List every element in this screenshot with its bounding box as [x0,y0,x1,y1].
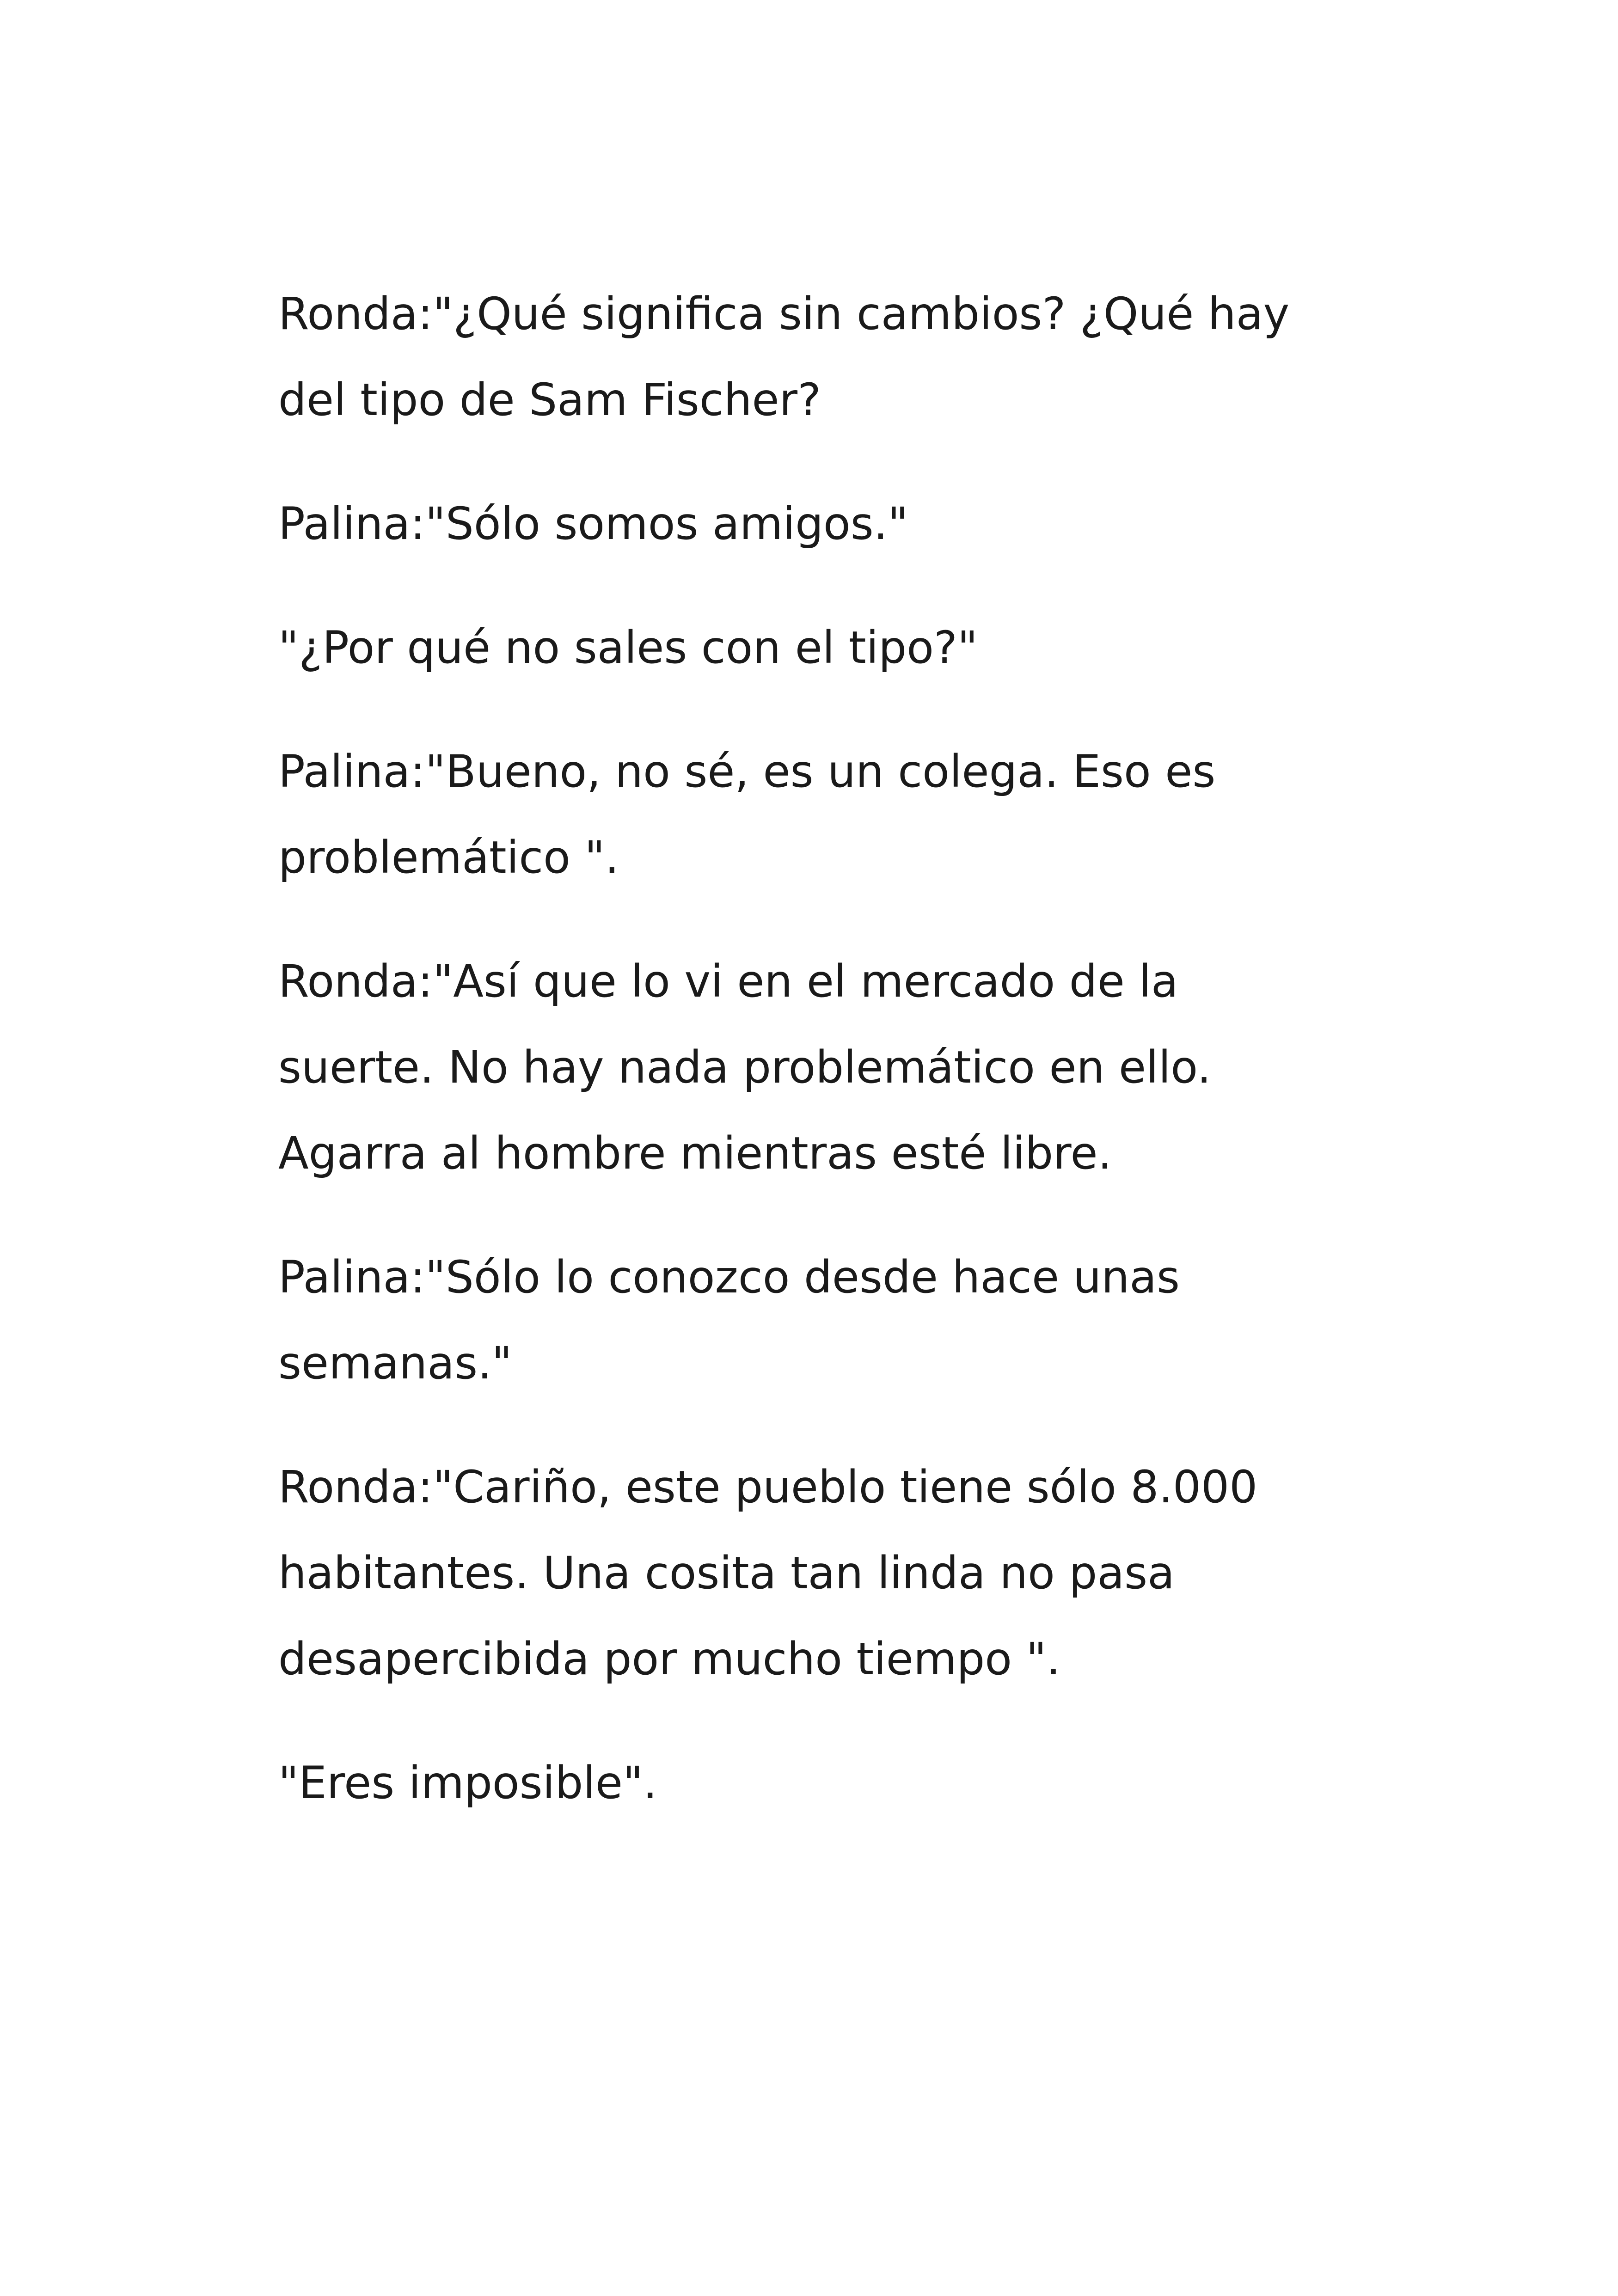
text-line: Palina:"Sólo somos amigos." [278,498,908,550]
text-line: "Eres imposible". [278,1757,657,1809]
paragraph [278,605,1365,691]
text-line: suerte. No hay nada problemático en ello. [278,1041,1211,1093]
paragraph [278,271,1365,443]
text-line: Agarra al hombre mientras esté libre. [278,1127,1112,1179]
text-line: "¿Por qué no sales con el tipo?" [278,622,978,673]
paragraph [278,481,1365,567]
document-body [278,271,1365,1864]
text-line: semanas." [278,1337,512,1389]
text-line: Palina:"Bueno, no sé, es un colega. Eso es [278,746,1216,797]
paragraph [278,1234,1365,1406]
paragraph [278,1740,1365,1826]
paragraph [278,938,1365,1196]
text-line: Ronda:"¿Qué significa sin cambios? ¿Qué hay [278,288,1290,340]
text-line: problemático ". [278,832,619,883]
paragraph [278,729,1365,900]
text-line: Ronda:"Cariño, este pueblo tiene sólo 8.000 [278,1461,1258,1513]
text-line: del tipo de Sam Fischer? [278,374,821,426]
text-line: Palina:"Sólo lo conozco desde hace unas [278,1251,1180,1303]
text-line: habitantes. Una cosita tan linda no pasa [278,1547,1175,1599]
text-line: Ronda:"Así que lo vi en el mercado de la [278,955,1178,1007]
paragraph [278,1444,1365,1702]
text-line: desapercibida por mucho tiempo ". [278,1633,1061,1685]
